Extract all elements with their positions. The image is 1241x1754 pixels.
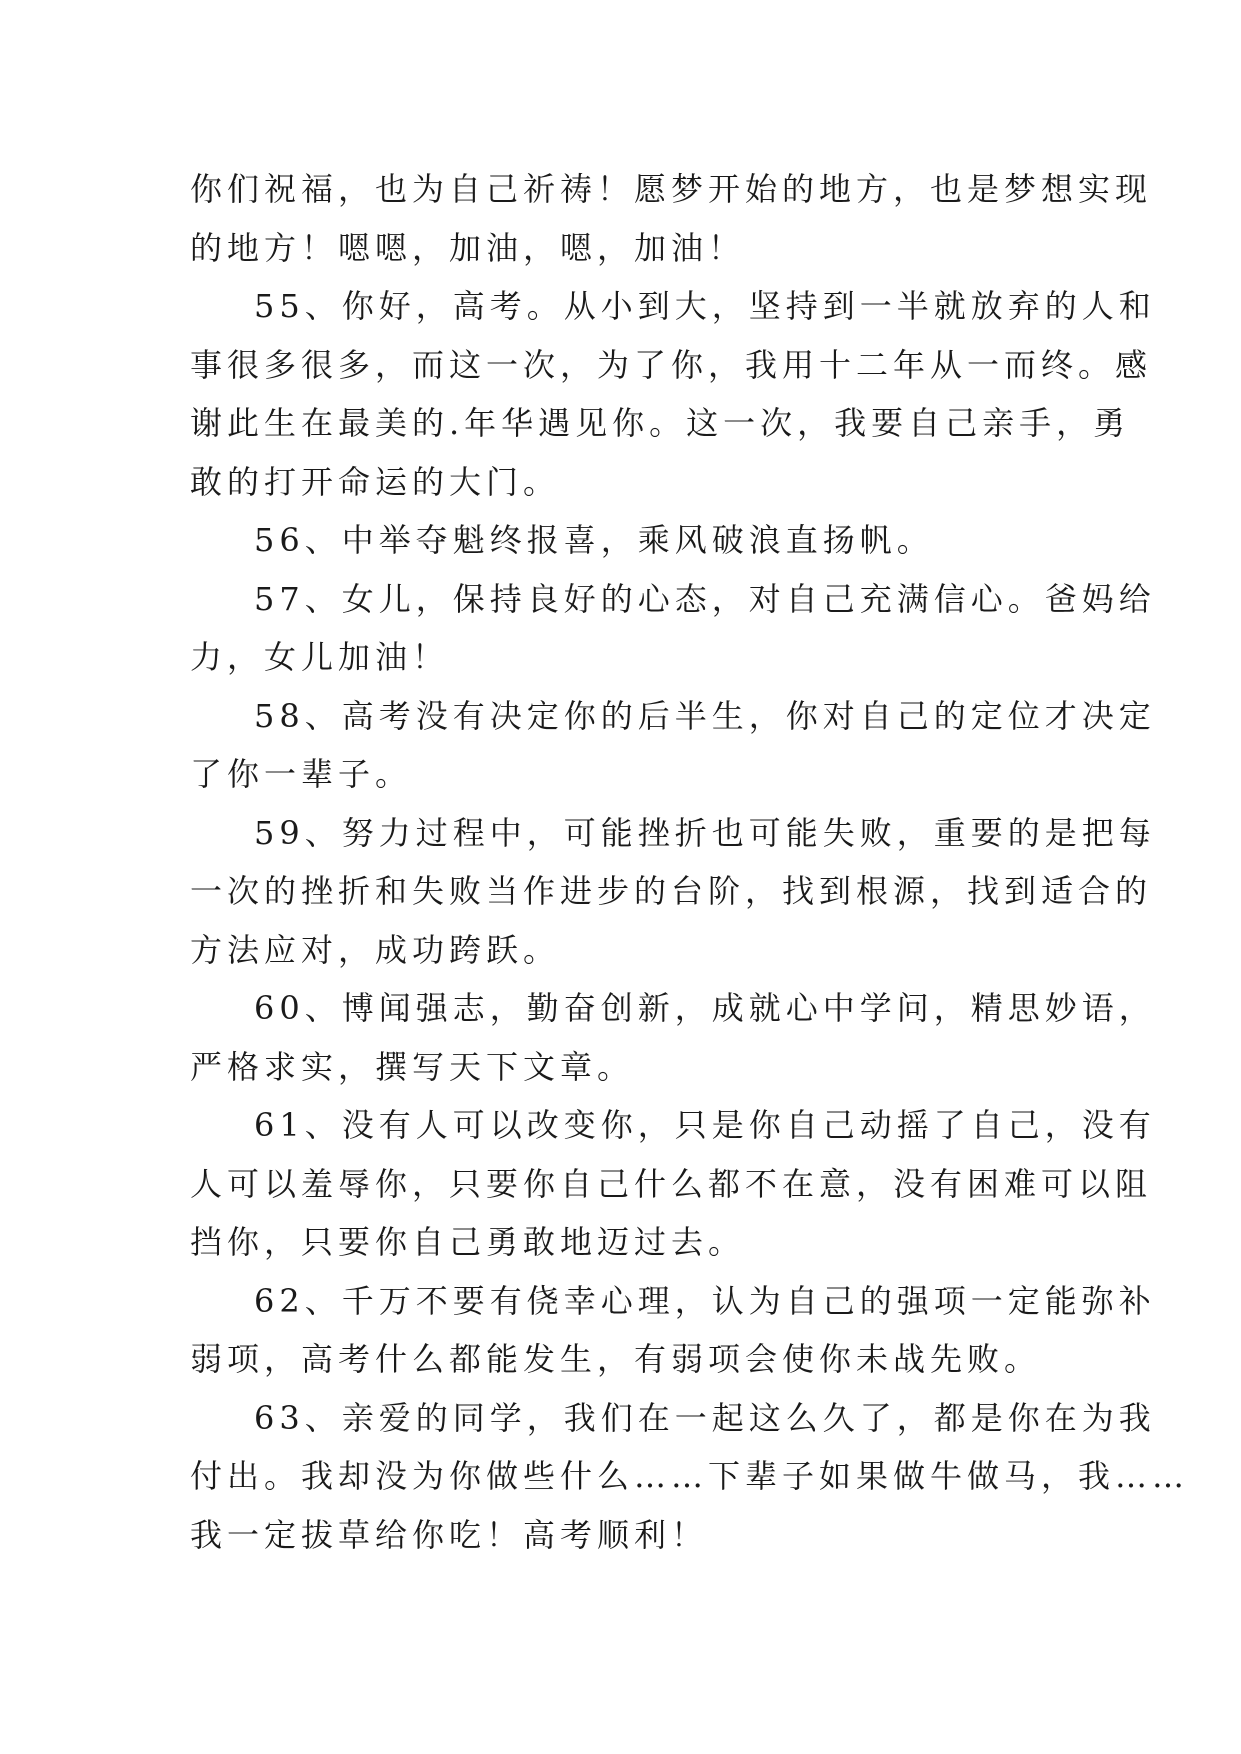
document-body	[190, 160, 1190, 1564]
text-line: 你们祝福，也为自己祈祷！愿梦开始的地方，也是梦想实现	[190, 170, 1153, 208]
paragraph-59-start: 59、努力过程中，可能挫折也可能失败，重要的是把每	[254, 813, 1156, 852]
text-line: 挡你，只要你自己勇敢地迈过去。	[190, 1223, 746, 1261]
text-line: 力，女儿加油！	[190, 638, 450, 676]
text-line: 我一定拔草给你吃！高考顺利！	[190, 1515, 709, 1554]
paragraph-62-start: 62、千万不要有侥幸心理，认为自己的强项一定能弥补	[254, 1281, 1156, 1320]
text-line: 一次的挫折和失败当作进步的台阶，找到根源，找到适合的	[190, 872, 1153, 910]
paragraph-61-start: 61、没有人可以改变你，只是你自己动摇了自己，没有	[254, 1106, 1156, 1144]
paragraph-55-start: 55、你好，高考。从小到大，坚持到一半就放弃的人和	[254, 287, 1156, 325]
text-line: 付出。我却没为你做些什么……下辈子如果做牛做马，我……	[190, 1457, 1190, 1495]
text-line: 的地方！嗯嗯，加油，嗯，加油！	[190, 228, 746, 267]
paragraph-58-start: 58、高考没有决定你的后半生，你对自己的定位才决定	[254, 696, 1156, 735]
text-line: 了你一辈子。	[190, 755, 413, 793]
paragraph-63-start: 63、亲爱的同学，我们在一起这么久了，都是你在为我	[254, 1398, 1156, 1437]
text-line: 谢此生在最美的.年华遇见你。这一次，我要自己亲手，勇	[190, 404, 1131, 442]
paragraph-60-start: 60、博闻强志，勤奋创新，成就心中学问，精思妙语，	[254, 989, 1156, 1027]
text-line: 敢的打开命运的大门。	[190, 462, 561, 501]
paragraph-56-start: 56、中举夺魁终报喜，乘风破浪直扬帆。	[254, 521, 934, 559]
text-line: 弱项，高考什么都能发生，有弱项会使你未战先败。	[190, 1340, 1042, 1378]
text-line: 方法应对，成功跨跃。	[190, 930, 561, 969]
text-line: 事很多很多，而这一次，为了你，我用十二年从一而终。感	[190, 345, 1153, 384]
text-line: 严格求实，撰写天下文章。	[190, 1047, 635, 1086]
paragraph-57-start: 57、女儿，保持良好的心态，对自己充满信心。爸妈给	[254, 579, 1156, 618]
text-line: 人可以羞辱你，只要你自己什么都不在意，没有困难可以阻	[190, 1164, 1153, 1203]
